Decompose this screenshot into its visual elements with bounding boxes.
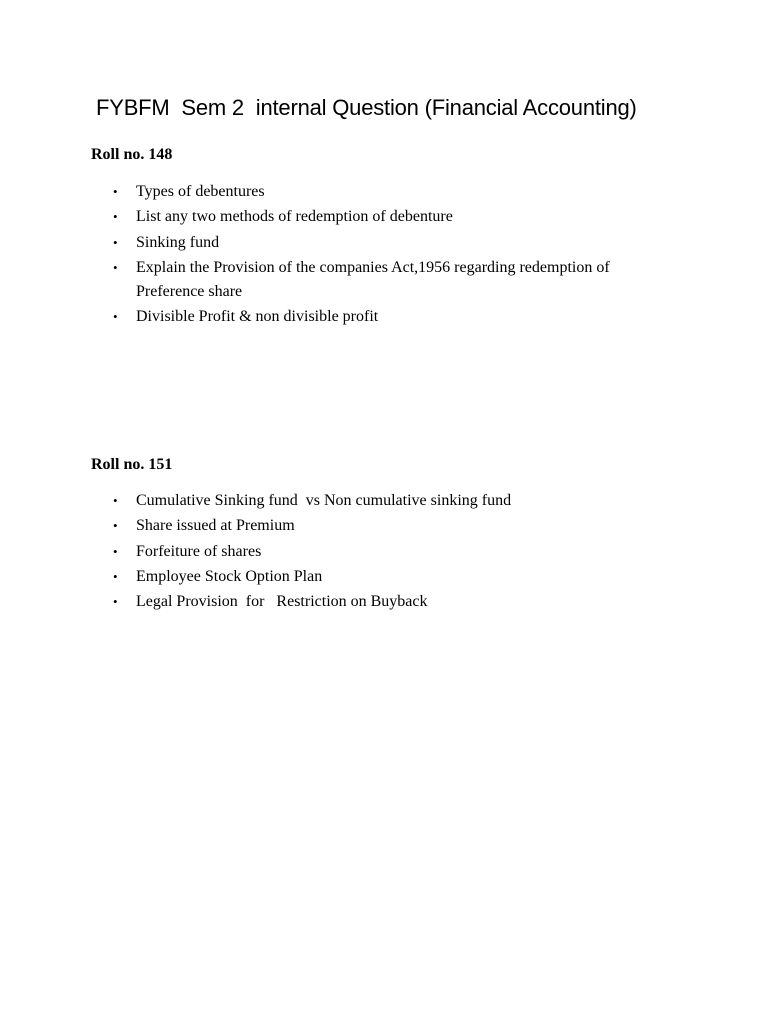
question-item [91,180,711,204]
question-item [91,590,711,614]
bullet-icon: • [113,234,118,250]
question-item [91,489,711,513]
question-item [91,205,711,229]
bullet-icon: • [113,594,118,610]
question-item [91,514,711,538]
roll-151-question-list [91,489,711,614]
question-item [91,256,711,304]
question-text: Sinking fund [136,233,220,251]
question-item [91,540,711,564]
question-text: Legal Provision for Restriction on Buyback [136,593,428,611]
bullet-icon: • [113,493,118,508]
question-text: Cumulative Sinking fund vs Non cumulative sinking fund [136,492,512,509]
bullet-icon: • [113,259,118,275]
bullet-icon: • [113,568,118,584]
question-item [91,305,711,329]
question-text: List any two methods of redemption of debenture [136,208,453,226]
roll-148-heading: Roll no. 148 [91,146,173,163]
question-text: Forfeiture of shares [136,542,262,560]
question-text: Explain the Provision of the companies Act,1956 regarding redemption of Preference share [136,258,610,300]
roll-151-heading: Roll no. 151 [91,456,173,473]
bullet-icon: • [113,209,118,225]
question-text: Divisible Profit & non divisible profit [136,308,379,326]
roll-148-question-list [91,180,711,329]
document-title: FYBFM Sem 2 internal Question (Financial Accounting) [96,95,637,120]
bullet-icon: • [113,543,118,559]
question-item [91,231,711,255]
question-text: Share issued at Premium [136,517,295,535]
question-text: Types of debentures [136,183,265,200]
question-text: Employee Stock Option Plan [136,567,323,585]
roll-151-section [91,454,711,615]
bullet-icon: • [113,309,118,325]
bullet-icon: • [113,184,118,199]
bullet-icon: • [113,518,118,534]
question-item [91,565,711,589]
roll-148-section [91,144,711,330]
